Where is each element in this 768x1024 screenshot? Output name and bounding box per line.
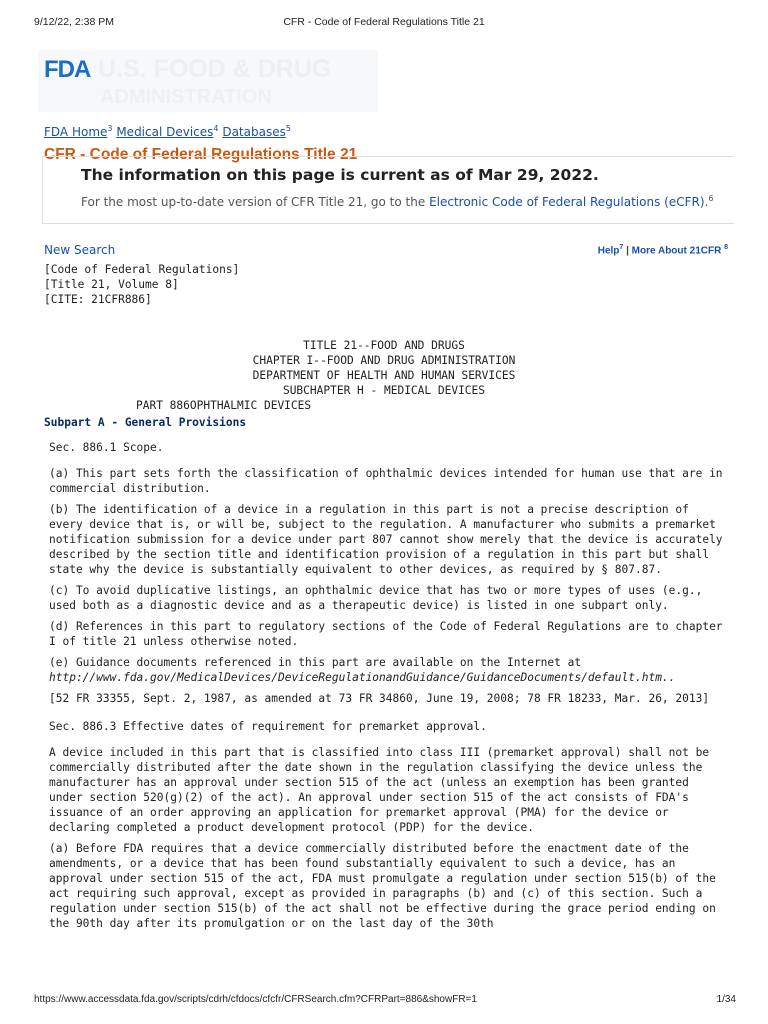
paragraph: (d) References in this part to regulatory sections of the Code of Federal Regulations are to chapter I of title 21 unless otherwise noted.	[49, 620, 723, 648]
currency-notice	[42, 156, 734, 224]
agency-name-line2: ADMINISTRATION	[100, 86, 272, 108]
fda-logo[interactable]: FDA	[44, 56, 91, 83]
paragraph: (b) The identification of a device in a regulation in this part is not a precise description of every device that is, or will be, subject to the regulation. A manufacturer who submits a premarket notification submission for a device under part 807 cannot show merely that the device is accurately described by the section title and identification provision of a regulation in this part but shall state why the device is substantially equivalent to other devices, as required by § 807.87.	[49, 503, 723, 576]
citation-block: [Code of Federal Regulations] [Title 21, Volume 8] [CITE: 21CFR886]	[44, 263, 240, 306]
more-about-21cfr-link[interactable]: More About 21CFR	[631, 245, 725, 257]
regulation-body	[49, 440, 729, 937]
help-link[interactable]: Help	[597, 245, 620, 257]
help-links: Help$^7$ | More About 21CFR $^8$	[597, 244, 728, 257]
fda-header-banner[interactable]	[38, 50, 378, 112]
paragraph: A device included in this part that is classified into class III (premarket approval) shall not be commercially distributed after the date shown in the regulation classifying the device unless the manufacturer has an approval under section 515 of the act (unless an exemption has been granted under section 520(g)(2) of the act). An approval under section 515 of the act consists of FDA's issuance of an order approving an application for premarket approval (PMA) for the device or declaring completed a product development protocol (PDP) for the device.	[49, 746, 710, 834]
title-heading: TITLE 21--FOOD AND DRUGS	[303, 339, 465, 352]
breadcrumb-fda-home[interactable]: FDA Home	[44, 125, 108, 139]
print-date: 9/12/22, 2:38 PM	[34, 16, 114, 28]
agency-name-line1: U.S. FOOD & DRUG	[98, 55, 332, 83]
paragraph: (a) This part sets forth the classification of ophthalmic devices intended for human use that are in commercial distribution.	[49, 467, 723, 495]
paragraph: (a) Before FDA requires that a device commercially distributed before the enactment date of the amendments, or a device that has been found substantially equivalent to such a device, has an approval under section 515 of the act, FDA must promulgate a regulation under section 515(b) of the act requiring such approval, except as provided in paragraphs (b) and (c) of this section. Such a regulation under section 515(b) of the act shall not be effective during the grace period ending on the 90th day after its promulgation or on the last day of the 30th	[49, 842, 716, 930]
ecfr-link[interactable]: Electronic Code of Federal Regulations (eCFR)	[429, 195, 705, 209]
breadcrumb-databases[interactable]: Databases	[222, 125, 286, 139]
page-url: https://www.accessdata.fda.gov/scripts/cdrh/cfdocs/cfcfr/CFRSearch.cfm?CFRPart=886&showFR=1	[34, 994, 477, 1005]
page-number: 1/34	[716, 994, 736, 1005]
breadcrumb-medical-devices[interactable]: Medical Devices	[116, 125, 214, 139]
subpart-heading: Subpart A - General Provisions	[44, 416, 247, 429]
department-heading: DEPARTMENT OF HEALTH AND HUMAN SERVICES	[252, 369, 516, 382]
subchapter-heading: SUBCHAPTER H - MEDICAL DEVICES	[282, 384, 486, 397]
current-as-of: The information on this page is current as of Mar 29, 2022.	[81, 166, 599, 184]
ecfr-notice: For the most up-to-date version of CFR Title 21, go to the Electronic Code of Federal Regulations (eCFR).$^6$	[81, 194, 714, 209]
section-heading: Sec. 886.3 Effective dates of requirement for premarket approval.	[49, 720, 487, 733]
part-headings	[0, 338, 768, 413]
guidance-url[interactable]: http://www.fda.gov/MedicalDevices/DeviceRegulationandGuidance/GuidanceDocuments/default.htm..	[49, 671, 676, 684]
section-heading: Sec. 886.1 Scope.	[49, 441, 164, 454]
print-title: CFR - Code of Federal Regulations Title 21	[283, 16, 485, 28]
paragraph: (c) To avoid duplicative listings, an ophthalmic device that has two or more types of uses (e.g., used both as a diagnostic device and as a therapeutic device) is listed in one subpart only.	[49, 584, 703, 612]
new-search-link[interactable]: New Search	[44, 243, 116, 257]
history-note: [52 FR 33355, Sept. 2, 1987, as amended at 73 FR 34860, June 19, 2008; 78 FR 18233, Mar. 26, 2013]	[49, 692, 710, 705]
part-heading: PART 886OPHTHALMIC DEVICES	[136, 399, 312, 412]
paragraph: (e) Guidance documents referenced in this part are available on the Internet at http://www.fda.gov/MedicalDevices/DeviceRegulationandGuidance/GuidanceDocuments/default.htm..	[49, 656, 676, 684]
chapter-heading: CHAPTER I--FOOD AND DRUG ADMINISTRATION	[252, 354, 516, 367]
breadcrumb: FDA Home$^3$ Medical Devices$^4$ Databases$^5$	[44, 124, 291, 139]
page-title: CFR - Code of Federal Regulations Title 21	[44, 146, 358, 163]
